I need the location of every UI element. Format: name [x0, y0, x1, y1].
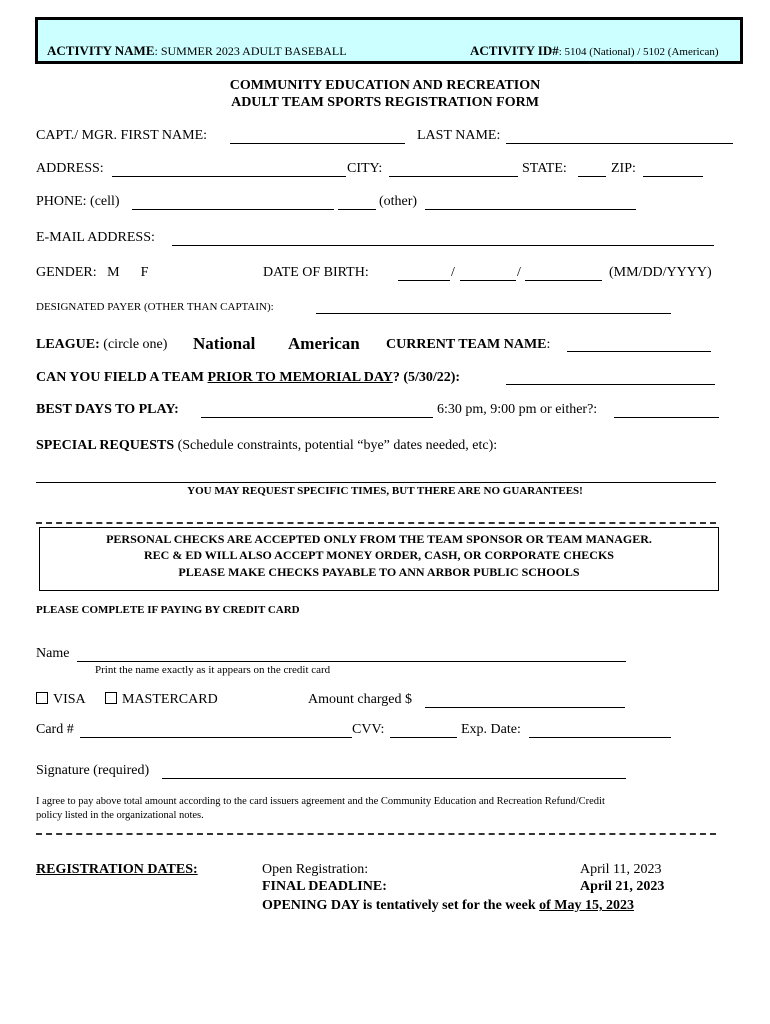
state-label: STATE:: [522, 161, 567, 176]
activity-id-value: : 5104 (National) / 5102 (American): [558, 46, 719, 58]
activity-name: [47, 43, 347, 59]
last-name-field[interactable]: [506, 143, 733, 144]
visa-option[interactable]: [36, 692, 86, 708]
league-circle-one: (circle one): [99, 337, 168, 352]
designated-payer-label: DESIGNATED PAYER (OTHER THAN CAPTAIN):: [36, 301, 274, 313]
payment-notice-line3: PLEASE MAKE CHECKS PAYABLE TO ANN ARBOR PUBLIC SCHOOLS: [178, 565, 580, 579]
phone-cell-ext-field[interactable]: [338, 209, 376, 210]
current-team-name-colon: :: [546, 337, 551, 352]
zip-field[interactable]: [643, 176, 703, 177]
current-team-name-label: CURRENT TEAM NAME: [386, 337, 547, 352]
registration-dates-label: REGISTRATION DATES:: [36, 862, 198, 877]
special-requests-note: (Schedule constraints, potential “bye” dates needed, etc):: [174, 438, 498, 453]
last-name-label: LAST NAME:: [417, 128, 501, 143]
cardholder-name-field[interactable]: [77, 661, 626, 662]
field-team-suffix: ? (5/30/22):: [392, 370, 461, 385]
payment-notice-line1: PERSONAL CHECKS ARE ACCEPTED ONLY FROM THE TEAM SPONSOR OR TEAM MANAGER.: [106, 532, 652, 546]
cvv-field[interactable]: [390, 737, 457, 738]
opening-day-date: of May 15, 2023: [539, 898, 635, 913]
best-days-label: BEST DAYS TO PLAY:: [36, 402, 179, 417]
credit-card-heading: PLEASE COMPLETE IF PAYING BY CREDIT CARD: [36, 604, 300, 616]
exp-date-label: Exp. Date:: [461, 722, 521, 737]
card-number-label: Card #: [36, 722, 74, 737]
state-field[interactable]: [578, 176, 606, 177]
opening-day-prefix: OPENING DAY is tentatively set for the week: [262, 898, 540, 913]
form-title-line1: COMMUNITY EDUCATION AND RECREATION: [229, 78, 541, 93]
league-option-national[interactable]: National: [193, 334, 256, 353]
opening-day: [262, 898, 634, 914]
captain-first-name-field[interactable]: [230, 143, 405, 144]
mastercard-option[interactable]: [105, 692, 218, 708]
amount-charged-label: Amount charged $: [308, 692, 412, 707]
activity-name-value: : SUMMER 2023 ADULT BASEBALL: [154, 44, 347, 58]
activity-id-label: ACTIVITY ID#: [470, 43, 559, 58]
current-team-name-label-group: [386, 337, 550, 353]
form-title-line2: ADULT TEAM SPORTS REGISTRATION FORM: [231, 95, 539, 110]
field-team-prefix: CAN YOU FIELD A TEAM: [36, 370, 208, 385]
dob-format: (MM/DD/YYYY): [609, 265, 712, 280]
best-days-field[interactable]: [201, 417, 433, 418]
amount-charged-field[interactable]: [425, 707, 625, 708]
dob-month-field[interactable]: [398, 280, 450, 281]
zip-label: ZIP:: [611, 161, 636, 176]
dashed-divider-1: [36, 522, 716, 524]
phone-cell-field[interactable]: [132, 209, 334, 210]
field-team-underlined: PRIOR TO MEMORIAL DAY: [207, 370, 393, 385]
cvv-label: CVV:: [352, 722, 385, 737]
visa-label: VISA: [53, 692, 86, 707]
special-requests-notice: YOU MAY REQUEST SPECIFIC TIMES, BUT THERE ARE NO GUARANTEES!: [187, 485, 583, 497]
city-label: CITY:: [347, 161, 383, 176]
activity-id: [470, 43, 719, 59]
email-field[interactable]: [172, 245, 714, 246]
cardholder-name-label: Name: [36, 646, 70, 661]
designated-payer-field[interactable]: [316, 313, 671, 314]
address-label: ADDRESS:: [36, 161, 104, 176]
mastercard-checkbox[interactable]: [105, 692, 117, 704]
special-requests-label: SPECIAL REQUESTS: [36, 438, 175, 453]
payment-notice-line2: REC & ED WILL ALSO ACCEPT MONEY ORDER, CASH, OR CORPORATE CHECKS: [144, 548, 614, 562]
best-times-label: 6:30 pm, 9:00 pm or either?:: [437, 402, 598, 417]
city-field[interactable]: [389, 176, 518, 177]
field-team-answer-field[interactable]: [506, 384, 715, 385]
signature-label: Signature (required): [36, 763, 150, 778]
visa-checkbox[interactable]: [36, 692, 48, 704]
email-label: E-MAIL ADDRESS:: [36, 230, 155, 245]
dob-slash-1: /: [451, 265, 455, 280]
dashed-divider-2: [36, 833, 716, 835]
address-field[interactable]: [112, 176, 346, 177]
dob-slash-2: /: [517, 265, 521, 280]
mastercard-label: MASTERCARD: [122, 692, 218, 707]
card-number-field[interactable]: [80, 737, 352, 738]
best-times-field[interactable]: [614, 417, 719, 418]
open-registration-label: Open Registration:: [262, 862, 369, 877]
activity-name-label: ACTIVITY NAME: [47, 43, 155, 58]
league-option-american[interactable]: American: [288, 334, 360, 353]
phone-cell-label: PHONE: (cell): [36, 194, 120, 209]
league-label-group: [36, 337, 167, 353]
phone-other-field[interactable]: [425, 209, 636, 210]
cardholder-name-hint: Print the name exactly as it appears on the credit card: [95, 664, 331, 676]
gender-label: GENDER: M F: [36, 265, 149, 280]
final-deadline-label: FINAL DEADLINE:: [262, 879, 387, 894]
current-team-name-field[interactable]: [567, 351, 711, 352]
captain-first-name-label: CAPT./ MGR. FIRST NAME:: [36, 128, 208, 143]
signature-field[interactable]: [162, 778, 626, 779]
special-requests-label-group: [36, 438, 497, 454]
dob-label: DATE OF BIRTH:: [263, 265, 369, 280]
final-deadline-date: April 21, 2023: [580, 879, 665, 894]
card-agreement-line2: policy listed in the organizational notes.: [36, 810, 204, 821]
league-label: LEAGUE:: [36, 337, 100, 352]
open-registration-date: April 11, 2023: [580, 862, 662, 877]
field-team-question: [36, 370, 460, 386]
card-agreement-line1: I agree to pay above total amount according to the card issuers agreement and the Community Education and Recreation Refund/Credit: [36, 796, 605, 807]
exp-date-field[interactable]: [529, 737, 671, 738]
special-requests-field[interactable]: [36, 482, 716, 483]
dob-year-field[interactable]: [525, 280, 602, 281]
dob-day-field[interactable]: [460, 280, 516, 281]
phone-other-label: (other): [379, 194, 418, 209]
